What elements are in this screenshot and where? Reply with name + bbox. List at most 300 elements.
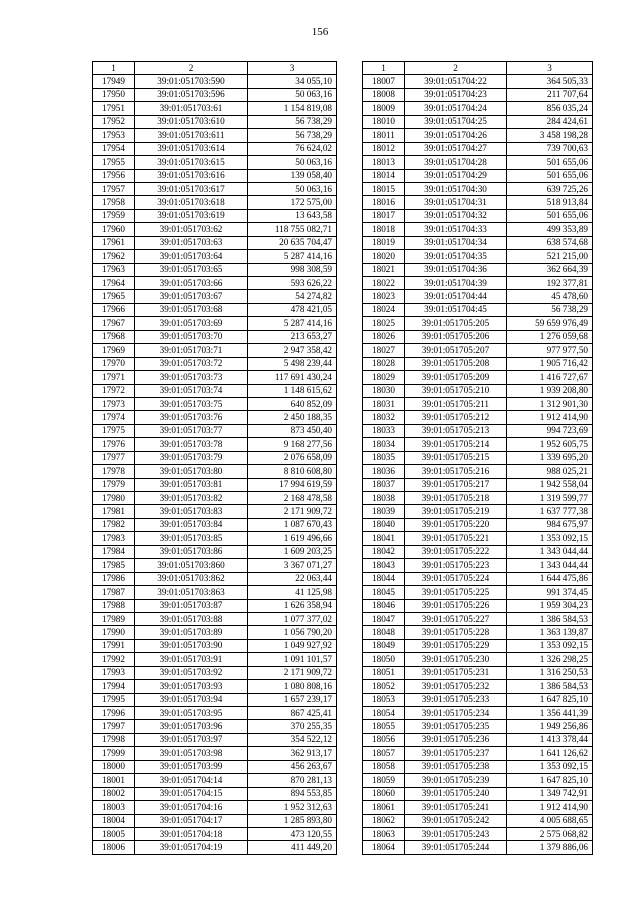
cadastral-number-cell: 39:01:051704:14 bbox=[135, 774, 248, 787]
row-number-cell: 17951 bbox=[93, 102, 135, 115]
table-row bbox=[93, 371, 337, 384]
value-cell: 1 349 742,91 bbox=[507, 787, 593, 800]
table-row bbox=[93, 142, 337, 155]
row-number-cell: 18041 bbox=[363, 532, 405, 545]
table-row bbox=[363, 344, 593, 357]
row-number-cell: 18033 bbox=[363, 424, 405, 437]
value-cell: 50 063,16 bbox=[248, 88, 337, 101]
table-row bbox=[93, 572, 337, 585]
row-number-cell: 17966 bbox=[93, 303, 135, 316]
value-cell: 1 386 584,53 bbox=[507, 680, 593, 693]
value-cell: 1 312 901,30 bbox=[507, 397, 593, 410]
table-row bbox=[363, 707, 593, 720]
table-row bbox=[93, 599, 337, 612]
table-row bbox=[363, 290, 593, 303]
cadastral-number-cell: 39:01:051705:217 bbox=[405, 478, 507, 491]
cadastral-number-cell: 39:01:051704:35 bbox=[405, 250, 507, 263]
row-number-cell: 18045 bbox=[363, 586, 405, 599]
cadastral-number-cell: 39:01:051704:26 bbox=[405, 129, 507, 142]
value-cell: 45 478,60 bbox=[507, 290, 593, 303]
table-row bbox=[93, 720, 337, 733]
table-row bbox=[93, 801, 337, 814]
cadastral-number-cell: 39:01:051704:39 bbox=[405, 277, 507, 290]
cadastral-number-cell: 39:01:051705:240 bbox=[405, 787, 507, 800]
table-row bbox=[93, 639, 337, 652]
value-cell: 501 655,06 bbox=[507, 169, 593, 182]
value-cell: 370 255,35 bbox=[248, 720, 337, 733]
header-row-number-cell: 1 bbox=[363, 62, 405, 75]
row-number-cell: 18035 bbox=[363, 451, 405, 464]
cadastral-number-cell: 39:01:051703:860 bbox=[135, 559, 248, 572]
table-row bbox=[93, 653, 337, 666]
value-cell: 1 952 312,63 bbox=[248, 801, 337, 814]
table-row bbox=[93, 384, 337, 397]
row-number-cell: 17993 bbox=[93, 666, 135, 679]
value-cell: 211 707,64 bbox=[507, 88, 593, 101]
table-row bbox=[93, 612, 337, 625]
cadastral-number-cell: 39:01:051705:213 bbox=[405, 424, 507, 437]
row-number-cell: 18009 bbox=[363, 102, 405, 115]
table-row bbox=[93, 223, 337, 236]
table-row bbox=[363, 411, 593, 424]
table-row bbox=[93, 263, 337, 276]
row-number-cell: 17998 bbox=[93, 733, 135, 746]
cadastral-number-cell: 39:01:051704:17 bbox=[135, 814, 248, 827]
value-cell: 1 049 927,92 bbox=[248, 639, 337, 652]
row-number-cell: 18005 bbox=[93, 827, 135, 840]
value-cell: 894 553,85 bbox=[248, 787, 337, 800]
table-row bbox=[93, 344, 337, 357]
header-value-cell: 3 bbox=[507, 62, 593, 75]
left-table bbox=[92, 61, 337, 855]
table-row bbox=[93, 666, 337, 679]
cadastral-number-cell: 39:01:051705:216 bbox=[405, 465, 507, 478]
cadastral-number-cell: 39:01:051703:95 bbox=[135, 707, 248, 720]
row-number-cell: 17986 bbox=[93, 572, 135, 585]
value-cell: 1 343 044,44 bbox=[507, 545, 593, 558]
table-row bbox=[93, 760, 337, 773]
value-cell: 638 574,68 bbox=[507, 236, 593, 249]
row-number-cell: 18051 bbox=[363, 666, 405, 679]
value-cell: 1 353 092,15 bbox=[507, 639, 593, 652]
cadastral-number-cell: 39:01:051703:97 bbox=[135, 733, 248, 746]
row-number-cell: 17996 bbox=[93, 707, 135, 720]
row-number-cell: 18044 bbox=[363, 572, 405, 585]
row-number-cell: 17974 bbox=[93, 411, 135, 424]
table-row bbox=[93, 492, 337, 505]
value-cell: 56 738,29 bbox=[248, 129, 337, 142]
cadastral-number-cell: 39:01:051703:596 bbox=[135, 88, 248, 101]
value-cell: 2 947 358,42 bbox=[248, 344, 337, 357]
value-cell: 1 148 615,62 bbox=[248, 384, 337, 397]
row-number-cell: 17995 bbox=[93, 693, 135, 706]
table-row bbox=[93, 518, 337, 531]
row-number-cell: 17952 bbox=[93, 115, 135, 128]
value-cell: 22 063,44 bbox=[248, 572, 337, 585]
value-cell: 1 619 496,66 bbox=[248, 532, 337, 545]
value-cell: 118 755 082,71 bbox=[248, 223, 337, 236]
cadastral-number-cell: 39:01:051705:211 bbox=[405, 397, 507, 410]
table-row bbox=[93, 787, 337, 800]
table-row bbox=[93, 680, 337, 693]
table-row bbox=[93, 424, 337, 437]
cadastral-number-cell: 39:01:051705:244 bbox=[405, 841, 507, 854]
table-row bbox=[93, 545, 337, 558]
cadastral-number-cell: 39:01:051703:96 bbox=[135, 720, 248, 733]
cadastral-number-cell: 39:01:051705:236 bbox=[405, 733, 507, 746]
value-cell: 593 626,22 bbox=[248, 277, 337, 290]
cadastral-number-cell: 39:01:051704:28 bbox=[405, 156, 507, 169]
cadastral-number-cell: 39:01:051705:219 bbox=[405, 505, 507, 518]
cadastral-number-cell: 39:01:051704:36 bbox=[405, 263, 507, 276]
table-row bbox=[363, 303, 593, 316]
cadastral-number-cell: 39:01:051703:64 bbox=[135, 250, 248, 263]
table-row bbox=[363, 384, 593, 397]
row-number-cell: 18017 bbox=[363, 209, 405, 222]
table-row bbox=[93, 75, 337, 88]
cadastral-number-cell: 39:01:051704:15 bbox=[135, 787, 248, 800]
value-cell: 76 624,02 bbox=[248, 142, 337, 155]
row-number-cell: 17953 bbox=[93, 129, 135, 142]
value-cell: 1 326 298,25 bbox=[507, 653, 593, 666]
row-number-cell: 18013 bbox=[363, 156, 405, 169]
row-number-cell: 18034 bbox=[363, 438, 405, 451]
cadastral-number-cell: 39:01:051703:611 bbox=[135, 129, 248, 142]
value-cell: 1 657 239,17 bbox=[248, 693, 337, 706]
table-row bbox=[363, 236, 593, 249]
table-row bbox=[363, 263, 593, 276]
row-number-cell: 17972 bbox=[93, 384, 135, 397]
row-number-cell: 18053 bbox=[363, 693, 405, 706]
cadastral-number-cell: 39:01:051705:239 bbox=[405, 774, 507, 787]
value-cell: 984 675,97 bbox=[507, 518, 593, 531]
value-cell: 354 522,12 bbox=[248, 733, 337, 746]
table-row bbox=[93, 169, 337, 182]
table-row bbox=[93, 411, 337, 424]
row-number-cell: 17949 bbox=[93, 75, 135, 88]
cadastral-number-cell: 39:01:051705:205 bbox=[405, 317, 507, 330]
row-number-cell: 18008 bbox=[363, 88, 405, 101]
row-number-cell: 18058 bbox=[363, 760, 405, 773]
cadastral-number-cell: 39:01:051703:73 bbox=[135, 371, 248, 384]
row-number-cell: 18014 bbox=[363, 169, 405, 182]
row-number-cell: 17992 bbox=[93, 653, 135, 666]
value-cell: 1 386 584,53 bbox=[507, 612, 593, 625]
table-row bbox=[93, 626, 337, 639]
table-row bbox=[363, 102, 593, 115]
value-cell: 640 852,09 bbox=[248, 397, 337, 410]
header-cadastral-number-cell: 2 bbox=[405, 62, 507, 75]
table-row bbox=[93, 774, 337, 787]
table-row bbox=[93, 747, 337, 760]
row-number-cell: 17961 bbox=[93, 236, 135, 249]
cadastral-number-cell: 39:01:051703:617 bbox=[135, 182, 248, 195]
table-row bbox=[363, 518, 593, 531]
cadastral-number-cell: 39:01:051703:80 bbox=[135, 465, 248, 478]
value-cell: 1 952 605,75 bbox=[507, 438, 593, 451]
table-row bbox=[93, 559, 337, 572]
table-row bbox=[363, 545, 593, 558]
row-number-cell: 17957 bbox=[93, 182, 135, 195]
row-number-cell: 17981 bbox=[93, 505, 135, 518]
cadastral-number-cell: 39:01:051703:94 bbox=[135, 693, 248, 706]
value-cell: 1 154 819,08 bbox=[248, 102, 337, 115]
value-cell: 1 626 358,94 bbox=[248, 599, 337, 612]
cadastral-number-cell: 39:01:051705:225 bbox=[405, 586, 507, 599]
row-number-cell: 17954 bbox=[93, 142, 135, 155]
value-cell: 2 171 909,72 bbox=[248, 505, 337, 518]
row-number-cell: 17968 bbox=[93, 330, 135, 343]
cadastral-number-cell: 39:01:051703:66 bbox=[135, 277, 248, 290]
table-row bbox=[93, 532, 337, 545]
cadastral-number-cell: 39:01:051703:72 bbox=[135, 357, 248, 370]
row-number-cell: 17987 bbox=[93, 586, 135, 599]
cadastral-number-cell: 39:01:051705:209 bbox=[405, 371, 507, 384]
value-cell: 1 413 378,44 bbox=[507, 733, 593, 746]
table-row bbox=[93, 317, 337, 330]
cadastral-number-cell: 39:01:051704:27 bbox=[405, 142, 507, 155]
cadastral-number-cell: 39:01:051703:618 bbox=[135, 196, 248, 209]
header-row-number-cell: 1 bbox=[93, 62, 135, 75]
cadastral-number-cell: 39:01:051704:23 bbox=[405, 88, 507, 101]
table-row bbox=[363, 317, 593, 330]
cadastral-number-cell: 39:01:051703:74 bbox=[135, 384, 248, 397]
row-number-cell: 18003 bbox=[93, 801, 135, 814]
header-value-cell: 3 bbox=[248, 62, 337, 75]
cadastral-number-cell: 39:01:051705:243 bbox=[405, 827, 507, 840]
table-row bbox=[363, 760, 593, 773]
table-row bbox=[93, 465, 337, 478]
row-number-cell: 18031 bbox=[363, 397, 405, 410]
value-cell: 362 664,39 bbox=[507, 263, 593, 276]
value-cell: 1 609 203,25 bbox=[248, 545, 337, 558]
value-cell: 456 263,67 bbox=[248, 760, 337, 773]
table-row bbox=[363, 196, 593, 209]
cadastral-number-cell: 39:01:051703:63 bbox=[135, 236, 248, 249]
row-number-cell: 18052 bbox=[363, 680, 405, 693]
value-cell: 5 287 414,16 bbox=[248, 250, 337, 263]
value-cell: 4 005 688,65 bbox=[507, 814, 593, 827]
cadastral-number-cell: 39:01:051703:91 bbox=[135, 653, 248, 666]
table-row bbox=[363, 465, 593, 478]
cadastral-number-cell: 39:01:051705:237 bbox=[405, 747, 507, 760]
row-number-cell: 18029 bbox=[363, 371, 405, 384]
value-cell: 2 168 478,58 bbox=[248, 492, 337, 505]
row-number-cell: 18046 bbox=[363, 599, 405, 612]
value-cell: 1 942 558,04 bbox=[507, 478, 593, 491]
table-row bbox=[363, 424, 593, 437]
row-number-cell: 18059 bbox=[363, 774, 405, 787]
row-number-cell: 18002 bbox=[93, 787, 135, 800]
row-number-cell: 17955 bbox=[93, 156, 135, 169]
cadastral-number-cell: 39:01:051705:215 bbox=[405, 451, 507, 464]
row-number-cell: 18040 bbox=[363, 518, 405, 531]
row-number-cell: 17982 bbox=[93, 518, 135, 531]
value-cell: 518 913,84 bbox=[507, 196, 593, 209]
row-number-cell: 17970 bbox=[93, 357, 135, 370]
value-cell: 20 635 704,47 bbox=[248, 236, 337, 249]
cadastral-number-cell: 39:01:051703:75 bbox=[135, 397, 248, 410]
value-cell: 1 343 044,44 bbox=[507, 559, 593, 572]
table-row bbox=[363, 841, 593, 854]
value-cell: 994 723,69 bbox=[507, 424, 593, 437]
row-number-cell: 18015 bbox=[363, 182, 405, 195]
value-cell: 117 691 430,24 bbox=[248, 371, 337, 384]
table-header-row bbox=[93, 62, 337, 75]
value-cell: 1 644 475,86 bbox=[507, 572, 593, 585]
table-row bbox=[363, 774, 593, 787]
row-number-cell: 17973 bbox=[93, 397, 135, 410]
cadastral-number-cell: 39:01:051703:69 bbox=[135, 317, 248, 330]
row-number-cell: 17964 bbox=[93, 277, 135, 290]
cadastral-number-cell: 39:01:051705:242 bbox=[405, 814, 507, 827]
cadastral-number-cell: 39:01:051704:19 bbox=[135, 841, 248, 854]
cadastral-number-cell: 39:01:051705:229 bbox=[405, 639, 507, 652]
row-number-cell: 18000 bbox=[93, 760, 135, 773]
value-cell: 1 416 727,67 bbox=[507, 371, 593, 384]
value-cell: 56 738,29 bbox=[507, 303, 593, 316]
value-cell: 411 449,20 bbox=[248, 841, 337, 854]
cadastral-number-cell: 39:01:051703:615 bbox=[135, 156, 248, 169]
cadastral-number-cell: 39:01:051704:32 bbox=[405, 209, 507, 222]
table-row bbox=[93, 841, 337, 854]
cadastral-number-cell: 39:01:051703:85 bbox=[135, 532, 248, 545]
cadastral-number-cell: 39:01:051705:208 bbox=[405, 357, 507, 370]
value-cell: 2 171 909,72 bbox=[248, 666, 337, 679]
row-number-cell: 17965 bbox=[93, 290, 135, 303]
row-number-cell: 18007 bbox=[363, 75, 405, 88]
row-number-cell: 17984 bbox=[93, 545, 135, 558]
cadastral-number-cell: 39:01:051705:223 bbox=[405, 559, 507, 572]
value-cell: 364 505,33 bbox=[507, 75, 593, 88]
row-number-cell: 17960 bbox=[93, 223, 135, 236]
table-row bbox=[93, 478, 337, 491]
table-row bbox=[93, 693, 337, 706]
value-cell: 1 647 825,10 bbox=[507, 774, 593, 787]
row-number-cell: 18039 bbox=[363, 505, 405, 518]
row-number-cell: 18010 bbox=[363, 115, 405, 128]
cadastral-number-cell: 39:01:051703:89 bbox=[135, 626, 248, 639]
cadastral-number-cell: 39:01:051705:214 bbox=[405, 438, 507, 451]
value-cell: 1 912 414,90 bbox=[507, 801, 593, 814]
row-number-cell: 18036 bbox=[363, 465, 405, 478]
table-row bbox=[363, 371, 593, 384]
cadastral-number-cell: 39:01:051703:93 bbox=[135, 680, 248, 693]
table-row bbox=[93, 196, 337, 209]
cadastral-number-cell: 39:01:051705:222 bbox=[405, 545, 507, 558]
table-row bbox=[363, 653, 593, 666]
cadastral-number-cell: 39:01:051703:83 bbox=[135, 505, 248, 518]
cadastral-number-cell: 39:01:051703:71 bbox=[135, 344, 248, 357]
table-row bbox=[363, 693, 593, 706]
value-cell: 8 810 608,80 bbox=[248, 465, 337, 478]
value-cell: 9 168 277,56 bbox=[248, 438, 337, 451]
table-row bbox=[93, 814, 337, 827]
value-cell: 41 125,98 bbox=[248, 586, 337, 599]
row-number-cell: 17967 bbox=[93, 317, 135, 330]
cadastral-number-cell: 39:01:051705:210 bbox=[405, 384, 507, 397]
value-cell: 1 077 377,02 bbox=[248, 612, 337, 625]
row-number-cell: 18050 bbox=[363, 653, 405, 666]
value-cell: 13 643,58 bbox=[248, 209, 337, 222]
value-cell: 1 959 304,23 bbox=[507, 599, 593, 612]
value-cell: 867 425,41 bbox=[248, 707, 337, 720]
cadastral-number-cell: 39:01:051703:61 bbox=[135, 102, 248, 115]
table-row bbox=[93, 586, 337, 599]
value-cell: 1 912 414,90 bbox=[507, 411, 593, 424]
cadastral-number-cell: 39:01:051703:86 bbox=[135, 545, 248, 558]
row-number-cell: 18048 bbox=[363, 626, 405, 639]
table-row bbox=[93, 438, 337, 451]
cadastral-number-cell: 39:01:051703:98 bbox=[135, 747, 248, 760]
row-number-cell: 17976 bbox=[93, 438, 135, 451]
table-row bbox=[363, 532, 593, 545]
row-number-cell: 18028 bbox=[363, 357, 405, 370]
value-cell: 1 319 599,77 bbox=[507, 492, 593, 505]
value-cell: 50 063,16 bbox=[248, 182, 337, 195]
value-cell: 521 215,00 bbox=[507, 250, 593, 263]
cadastral-number-cell: 39:01:051703:87 bbox=[135, 599, 248, 612]
cadastral-number-cell: 39:01:051704:31 bbox=[405, 196, 507, 209]
cadastral-number-cell: 39:01:051703:84 bbox=[135, 518, 248, 531]
cadastral-number-cell: 39:01:051704:30 bbox=[405, 182, 507, 195]
table-row bbox=[93, 250, 337, 263]
cadastral-number-cell: 39:01:051703:90 bbox=[135, 639, 248, 652]
table-row bbox=[363, 747, 593, 760]
cadastral-number-cell: 39:01:051703:616 bbox=[135, 169, 248, 182]
value-cell: 1 905 716,42 bbox=[507, 357, 593, 370]
table-row bbox=[93, 102, 337, 115]
table-row bbox=[93, 115, 337, 128]
table-row bbox=[363, 277, 593, 290]
value-cell: 1 647 825,10 bbox=[507, 693, 593, 706]
value-cell: 501 655,06 bbox=[507, 209, 593, 222]
cadastral-number-cell: 39:01:051705:231 bbox=[405, 666, 507, 679]
table-row bbox=[363, 680, 593, 693]
value-cell: 3 458 198,28 bbox=[507, 129, 593, 142]
cadastral-number-cell: 39:01:051703:79 bbox=[135, 451, 248, 464]
value-cell: 873 450,40 bbox=[248, 424, 337, 437]
table-row bbox=[363, 787, 593, 800]
row-number-cell: 18006 bbox=[93, 841, 135, 854]
value-cell: 499 353,89 bbox=[507, 223, 593, 236]
cadastral-number-cell: 39:01:051703:614 bbox=[135, 142, 248, 155]
table-row bbox=[363, 626, 593, 639]
value-cell: 192 377,81 bbox=[507, 277, 593, 290]
page-number: 156 bbox=[311, 26, 329, 38]
value-cell: 172 575,00 bbox=[248, 196, 337, 209]
row-number-cell: 18060 bbox=[363, 787, 405, 800]
table-row bbox=[93, 733, 337, 746]
table-row bbox=[363, 330, 593, 343]
value-cell: 56 738,29 bbox=[248, 115, 337, 128]
table-row bbox=[93, 277, 337, 290]
row-number-cell: 17975 bbox=[93, 424, 135, 437]
cadastral-number-cell: 39:01:051705:235 bbox=[405, 720, 507, 733]
table-row bbox=[363, 250, 593, 263]
value-cell: 473 120,55 bbox=[248, 827, 337, 840]
cadastral-number-cell: 39:01:051703:610 bbox=[135, 115, 248, 128]
cadastral-number-cell: 39:01:051705:212 bbox=[405, 411, 507, 424]
value-cell: 856 035,24 bbox=[507, 102, 593, 115]
cadastral-number-cell: 39:01:051703:619 bbox=[135, 209, 248, 222]
table-row bbox=[363, 720, 593, 733]
cadastral-number-cell: 39:01:051705:220 bbox=[405, 518, 507, 531]
row-number-cell: 18055 bbox=[363, 720, 405, 733]
cadastral-number-cell: 39:01:051703:77 bbox=[135, 424, 248, 437]
row-number-cell: 18019 bbox=[363, 236, 405, 249]
cadastral-number-cell: 39:01:051703:590 bbox=[135, 75, 248, 88]
